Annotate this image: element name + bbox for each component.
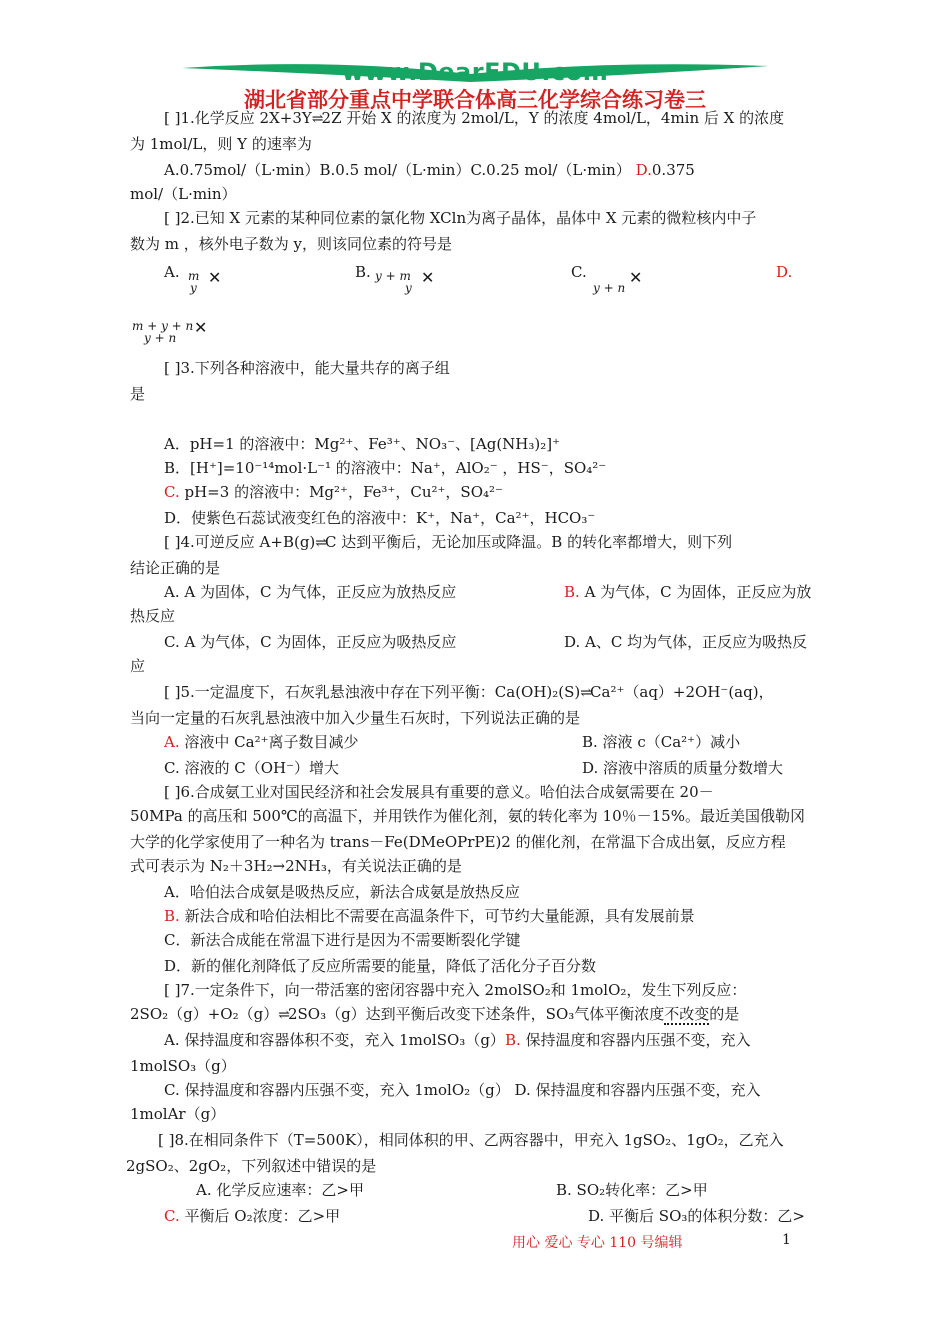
q3-option-b: B．[H⁺]=10⁻¹⁴mol·L⁻¹ 的溶液中：Na⁺，AlO₂⁻ ，HS⁻，SO₄²⁻ — [164, 459, 607, 477]
page-title: 湖北省部分重点中学联合体高三化学综合练习卷三 — [244, 88, 706, 112]
q3-option-d: D．使紫色石蕊试液变红色的溶液中：K⁺，Na⁺，Ca²⁺，HCO₃⁻ — [164, 509, 596, 527]
q6-line3: 大学的化学家使用了一种名为 trans－Fe(DMeOPrPE)2 的催化剂，在常温下合成出氨，反应方程 — [130, 833, 786, 851]
q5-option-a — [164, 732, 359, 752]
q4-line1 — [164, 532, 732, 553]
q7-option-a: A. 保持温度和容器体积不变，充入 1molSO₃（g） — [164, 1031, 505, 1049]
q7-option-d-cont: 1molAr（g） — [130, 1105, 226, 1123]
q2-c-letter: C. — [571, 263, 587, 281]
q5-option-a-text: 溶液中 Ca²⁺离子数目减少 — [184, 733, 359, 751]
site-watermark: www.DearEDU.com — [341, 58, 609, 86]
q5-line2: 当向一定量的石灰乳悬浊液中加入少量生石灰时，下列说法正确的是 — [130, 709, 581, 727]
q3-option-c — [164, 482, 503, 502]
q6-answer-letter: B. — [164, 907, 180, 925]
q8-option-b: B. SO₂转化率：乙>甲 — [556, 1181, 708, 1199]
q7-stem-c: 的是 — [709, 1005, 740, 1023]
q5-stem-b: Ca²⁺（aq）+2OH⁻(aq)， — [590, 683, 774, 701]
q2-d-top: m + y + n — [132, 319, 194, 333]
q3-answer-letter: C. — [164, 483, 180, 501]
q2-option-b — [355, 262, 435, 295]
q4-option-a: A. A 为固体，C 为气体，正反应为放热反应 — [164, 583, 457, 601]
q2-a-bot: y — [190, 281, 197, 295]
q2-b-bot: y — [405, 281, 412, 295]
q1-line1 — [164, 108, 784, 129]
q2-answer-letter: D. — [776, 263, 793, 281]
q3-option-c-text: pH=3 的溶液中：Mg²⁺，Fe³⁺，Cu²⁺，SO₄²⁻ — [184, 483, 503, 501]
q4-option-b-cont: 热反应 — [130, 607, 176, 625]
q6-option-a: A．哈伯法合成氨是吸热反应，新法合成氨是放热反应 — [164, 883, 520, 901]
q8-option-a: A. 化学反应速率：乙>甲 — [196, 1181, 364, 1199]
q7-emphasis: 不改变 — [664, 1005, 710, 1023]
q8-line1: [ ]8.在相同条件下（T=500K），相同体积的甲、乙两容器中，甲充入 1gSO₂、1gO₂，乙充入 — [158, 1131, 784, 1149]
q2-line1: [ ]2.已知 X 元素的某种同位素的氯化物 XCln为离子晶体，晶体中 X 元素的微粒核内中子 — [164, 209, 757, 227]
equilibrium-arrow-icon: ⇌ — [311, 111, 322, 127]
q6-line4: 式可表示为 N₂＋3H₂→2NH₃，有关说法正确的是 — [130, 857, 462, 875]
cross-icon: ✕ — [208, 268, 222, 287]
q5-line1 — [164, 682, 774, 703]
q2-a-letter: A. — [164, 263, 180, 281]
cross-icon: ✕ — [421, 268, 435, 287]
q3-line2: 是 — [130, 385, 146, 403]
q5-answer-letter: A. — [164, 733, 180, 751]
q3-line1: [ ]3.下列各种溶液中，能大量共存的离子组 — [164, 359, 450, 377]
q4-line2: 结论正确的是 — [130, 559, 221, 577]
q7-stem-b: 2SO₃（g）达到平衡后改变下述条件，SO₃气体平衡浓度 — [287, 1005, 665, 1023]
q5-option-c: C. 溶液的 C（OH⁻）增大 — [164, 759, 340, 777]
q5-stem-a: [ ]5.一定温度下，石灰乳悬浊液中存在下列平衡：Ca(OH)₂(S) — [164, 683, 581, 701]
q7-line1: [ ]7.一定条件下，向一带活塞的密闭容器中充入 2molSO₂和 1molO₂，发生下列反应： — [164, 981, 747, 999]
q7-option-b-text: 保持温度和容器内压强不变，充入 — [525, 1031, 751, 1049]
q1-answer-letter: D. — [635, 161, 652, 179]
q4-stem-a: [ ]4.可逆反应 A+B(g) — [164, 533, 316, 551]
q1-stem-b: 2Z 开始 X 的浓度为 2mol/L，Y 的浓度 4mol/L，4min 后 X 的浓度 — [321, 109, 785, 127]
q4-option-b — [564, 582, 811, 602]
q7-stem-a: 2SO₂（g）+O₂（g） — [130, 1005, 279, 1023]
q5-option-d: D. 溶液中溶质的质量分数增大 — [582, 759, 784, 777]
q4-answer-letter: B. — [564, 583, 580, 601]
q8-line2: 2gSO₂、2gO₂，下列叙述中错误的是 — [126, 1157, 377, 1175]
q8-answer-letter: C. — [164, 1207, 180, 1225]
q2-line2: 数为 m ，核外电子数为 y，则该同位素的符号是 — [130, 235, 453, 253]
q1-options — [164, 160, 695, 180]
q4-option-d-cont: 应 — [130, 657, 146, 675]
q2-c-bot: y + n — [593, 281, 626, 295]
q2-option-a — [164, 262, 222, 295]
q8-option-d: D. 平衡后 SO₃的体积分数：乙> — [588, 1207, 805, 1225]
q6-option-d: D．新的催化剂降低了反应所需要的能量，降低了活化分子百分数 — [164, 957, 597, 975]
footer-note: 用心 爱心 专心 110 号编辑 — [512, 1235, 683, 1251]
q6-line1: [ ]6.合成氨工业对国民经济和社会发展具有重要的意义。哈伯法合成氨需要在 20－ — [164, 783, 714, 801]
q1-option-d: 0.375 — [651, 161, 695, 179]
q1-option-d-cont: mol/（L·min） — [130, 185, 237, 203]
q2-d-bot: y + n — [144, 331, 177, 345]
q6-option-c: C．新法合成能在常温下进行是因为不需要断裂化学键 — [164, 931, 521, 949]
q8-option-c-text: 平衡后 O₂浓度：乙>甲 — [184, 1207, 341, 1225]
q4-option-b-text: A 为气体，C 为固体，正反应为放 — [584, 583, 812, 601]
q6-line2: 50MPa 的高压和 500℃的高温下，并用铁作为催化剂，氨的转化率为 10％－15%。最近美国俄勒冈 — [130, 807, 805, 825]
q7-option-c-d: C. 保持温度和容器内压强不变，充入 1molO₂（g） D. 保持温度和容器内压强不变，充入 — [164, 1081, 761, 1099]
q2-a-top: m — [188, 269, 200, 283]
q8-option-c — [164, 1206, 340, 1226]
q6-option-b — [164, 906, 695, 926]
q6-option-b-text: 新法合成和哈伯法相比不需要在高温条件下，可节约大量能源，具有发展前景 — [184, 907, 695, 925]
q4-option-d: D. A、C 均为气体，正反应为吸热反 — [564, 633, 808, 651]
cross-icon: ✕ — [194, 318, 208, 337]
q5-option-b: B. 溶液 c（Ca²⁺）减小 — [582, 733, 741, 751]
q3-option-a: A．pH=1 的溶液中：Mg²⁺、Fe³⁺、NO₃⁻、[Ag(NH₃)₂]⁺ — [164, 435, 561, 453]
page-number: 1 — [782, 1232, 791, 1248]
q1-stem-a: [ ]1.化学反应 2X+3Y — [164, 109, 312, 127]
equilibrium-arrow-icon: ⇌ — [580, 685, 591, 701]
equilibrium-arrow-icon: ⇌ — [315, 535, 326, 551]
q2-b-letter: B. — [355, 263, 371, 281]
q4-stem-b: C 达到平衡后，无论加压或降温。B 的转化率都增大，则下列 — [325, 533, 733, 551]
q2-b-top: y + m — [375, 269, 411, 283]
q4-option-c: C. A 为气体，C 为固体，正反应为吸热反应 — [164, 633, 457, 651]
q7-option-b-cont: 1molSO₃（g） — [130, 1057, 236, 1075]
q1-options-abc: A.0.75mol/（L·min）B.0.5 mol/（L·min）C.0.25 mol/（L·min） — [164, 161, 631, 179]
q1-line2: 为 1mol/L，则 Y 的速率为 — [130, 135, 312, 153]
q7-line2 — [130, 1004, 739, 1025]
q2-option-c — [571, 262, 643, 295]
q7-answer-letter: B. — [504, 1031, 521, 1049]
equilibrium-arrow-icon: ⇌ — [278, 1007, 288, 1023]
cross-icon: ✕ — [629, 268, 643, 287]
q7-option-a-b — [164, 1030, 751, 1050]
